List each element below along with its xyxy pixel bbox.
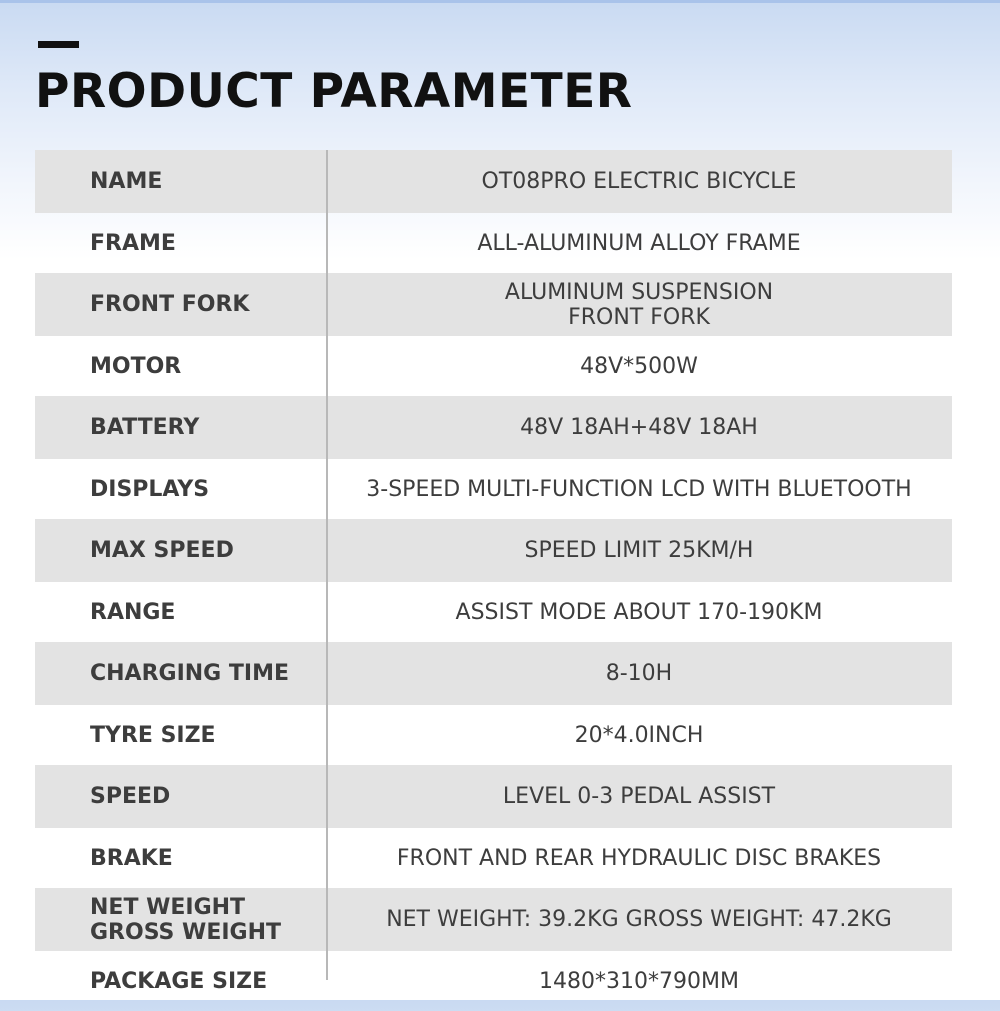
spec-label: FRAME <box>90 230 176 256</box>
spec-value: 1480*310*790MM <box>539 968 739 994</box>
spec-row-name <box>35 150 952 213</box>
spec-label: RANGE <box>90 599 176 625</box>
spec-value: FRONT AND REAR HYDRAULIC DISC BRAKES <box>396 845 882 871</box>
spec-label: MAX SPEED <box>90 538 234 563</box>
spec-row-tyre-size <box>35 705 952 765</box>
spec-value: 20*4.0INCH <box>574 722 704 748</box>
spec-label: CHARGING TIME <box>90 661 290 686</box>
spec-value: LEVEL 0-3 PEDAL ASSIST <box>502 784 776 809</box>
spec-label: DISPLAYS <box>90 476 210 502</box>
column-divider <box>326 150 328 980</box>
page-title: PRODUCT PARAMETER <box>35 64 633 119</box>
spec-label: MOTOR <box>90 353 182 379</box>
spec-label: BATTERY <box>90 415 200 440</box>
spec-label: SPEED <box>90 784 171 809</box>
spec-value: 8-10H <box>605 661 673 686</box>
spec-row-charging-time <box>35 642 952 705</box>
spec-row-package-size <box>35 951 952 1011</box>
spec-row-displays <box>35 459 952 519</box>
spec-row-battery <box>35 396 952 459</box>
spec-value: 3-SPEED MULTI-FUNCTION LCD WITH BLUETOOTH <box>366 476 912 502</box>
spec-row-range <box>35 582 952 642</box>
spec-row-front-fork <box>35 273 952 336</box>
spec-value: 48V 18AH+48V 18AH <box>520 415 758 440</box>
spec-row-motor <box>35 336 952 396</box>
spec-value: ASSIST MODE ABOUT 170-190KM <box>455 599 823 625</box>
spec-value: 48V*500W <box>580 353 698 379</box>
spec-label: FRONT FORK <box>90 292 250 317</box>
spec-value: OT08PRO ELECTRIC BICYCLE <box>481 169 797 194</box>
title-accent-bar <box>38 41 79 48</box>
spec-value: SPEED LIMIT 25KM/H <box>524 538 754 563</box>
spec-row-max-speed <box>35 519 952 582</box>
spec-row-weight <box>35 888 952 951</box>
spec-value: NET WEIGHT: 39.2KG GROSS WEIGHT: 47.2KG <box>386 907 892 932</box>
spec-label: NET WEIGHT GROSS WEIGHT <box>90 894 282 945</box>
spec-value: ALL-ALUMINUM ALLOY FRAME <box>477 230 801 256</box>
spec-label: TYRE SIZE <box>90 722 216 748</box>
spec-label: BRAKE <box>90 845 173 871</box>
spec-row-speed <box>35 765 952 828</box>
spec-row-frame <box>35 213 952 273</box>
spec-label: NAME <box>90 169 163 194</box>
spec-table <box>35 150 952 1011</box>
top-border <box>0 0 1000 3</box>
spec-row-brake <box>35 828 952 888</box>
spec-value: ALUMINUM SUSPENSION FRONT FORK <box>504 279 774 330</box>
spec-label: PACKAGE SIZE <box>90 968 268 994</box>
